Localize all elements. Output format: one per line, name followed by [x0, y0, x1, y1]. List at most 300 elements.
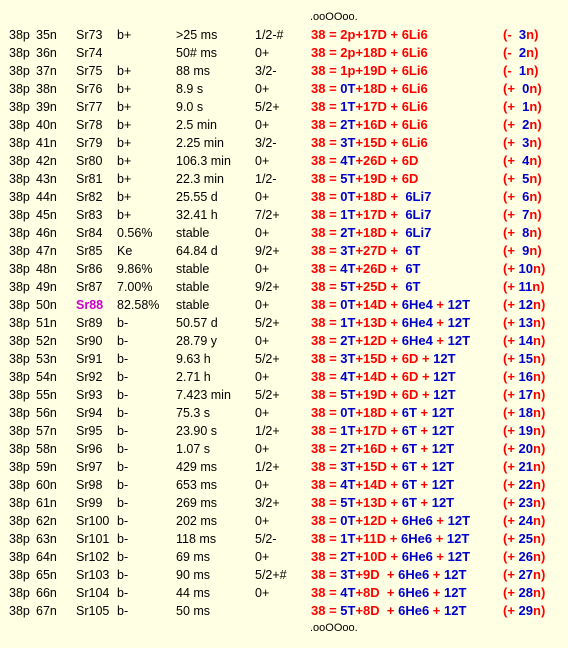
decay-mode: b- [117, 334, 129, 348]
cluster-equation-part: 3T [340, 351, 356, 366]
proton-count: 38p [9, 370, 30, 384]
cluster-equation-part: 38 = [311, 441, 341, 456]
half-life: 653 ms [176, 478, 217, 492]
cluster-equation [311, 134, 428, 152]
neutron-offset-part: (+ [503, 297, 519, 312]
isotope-name: Sr103 [76, 568, 110, 582]
cluster-equation [311, 332, 470, 350]
decay-mode: b+ [117, 208, 132, 222]
proton-count: 38p [9, 154, 30, 168]
cluster-equation-part: 3T [340, 567, 356, 582]
cluster-equation-part: +17D + [355, 207, 402, 222]
spin-parity: 1/2+ [255, 424, 280, 438]
neutron-offset-part: (+ [503, 81, 523, 96]
neutron-offset-part: 5 [522, 171, 530, 186]
cluster-equation-part: +14D + [355, 477, 402, 492]
isotope-rows [0, 26, 568, 620]
cluster-equation-part: 6T [401, 423, 417, 438]
isotope-name: Sr84 [76, 226, 103, 240]
cluster-equation-part: 12T [447, 549, 471, 564]
cluster-equation-part: 12T [433, 351, 456, 366]
cluster-equation-part: 38 = [311, 495, 341, 510]
spin-parity: 3/2- [255, 136, 277, 150]
spin-parity: 0+ [255, 226, 270, 240]
half-life: stable [176, 280, 210, 294]
cluster-equation-part: +9D + [355, 567, 399, 582]
neutron-offset-part: n) [529, 189, 542, 204]
cluster-equation-part: 5T [340, 495, 356, 510]
isotope-name: Sr80 [76, 154, 103, 168]
neutron-count: 50n [36, 298, 57, 312]
decay-mode: b- [117, 406, 129, 420]
decay-mode: b+ [117, 28, 132, 42]
neutron-offset-part: (+ [503, 531, 519, 546]
spin-parity: 0+ [255, 118, 270, 132]
neutron-offset-part: n) [529, 81, 542, 96]
isotope-name: Sr89 [76, 316, 103, 330]
neutron-offset-part: (+ [503, 225, 523, 240]
neutron-offset-part: 28 [518, 585, 534, 600]
half-life: 25.55 d [176, 190, 218, 204]
cluster-equation [311, 566, 466, 584]
half-life: 75.3 s [176, 406, 211, 420]
neutron-offset-part: (+ [503, 441, 519, 456]
cluster-equation-part: 5T [340, 387, 356, 402]
decay-mode: b+ [117, 172, 132, 186]
isotope-name: Sr101 [76, 532, 110, 546]
cluster-equation [311, 584, 466, 602]
cluster-equation-part: + [416, 495, 432, 510]
cluster-equation [311, 242, 421, 260]
cluster-equation-part: 2T [340, 117, 356, 132]
table-row [0, 62, 568, 80]
cluster-equation-part: 6T [401, 279, 421, 294]
neutron-offset-part: 15 [518, 351, 534, 366]
neutron-offset-part: n) [526, 63, 539, 78]
isotope-name: Sr77 [76, 100, 103, 114]
cluster-equation-part: 0T [340, 297, 356, 312]
cluster-equation [311, 440, 454, 458]
cluster-equation-part: 6T [401, 495, 417, 510]
cluster-equation-part: 6T [401, 441, 417, 456]
isotope-name: Sr81 [76, 172, 103, 186]
cluster-equation-part: 6He6 [401, 531, 433, 546]
cluster-equation-part: +15D + 6Li6 [355, 135, 428, 150]
proton-count: 38p [9, 334, 30, 348]
isotope-name: Sr93 [76, 388, 103, 402]
table-row [0, 188, 568, 206]
spin-parity: 5/2+ [255, 316, 280, 330]
cluster-equation-part: +25D + [355, 279, 402, 294]
cluster-equation-part: 12T [447, 315, 471, 330]
cluster-equation-part: 12T [447, 297, 471, 312]
cluster-equation-part: 12T [431, 477, 455, 492]
cluster-equation [311, 422, 454, 440]
proton-count: 38p [9, 568, 30, 582]
proton-count: 38p [9, 100, 30, 114]
proton-count: 38p [9, 406, 30, 420]
neutron-count: 66n [36, 586, 57, 600]
cluster-equation [311, 404, 454, 422]
neutron-offset [503, 224, 542, 242]
table-row [0, 314, 568, 332]
neutron-offset-part: n) [533, 333, 546, 348]
neutron-offset-part: 27 [518, 567, 534, 582]
table-row [0, 440, 568, 458]
cluster-equation-part: 12T [431, 459, 455, 474]
neutron-offset-part: n) [533, 315, 546, 330]
header-ornament: .ooOOoo. [310, 11, 358, 23]
cluster-equation-part: + [432, 333, 448, 348]
proton-count: 38p [9, 460, 30, 474]
cluster-equation-part: 38 = [311, 549, 341, 564]
neutron-offset [503, 440, 545, 458]
neutron-offset-part: n) [533, 477, 546, 492]
cluster-equation [311, 188, 431, 206]
cluster-equation-part: 6He6 [398, 567, 430, 582]
cluster-equation-part: 6He6 [401, 513, 433, 528]
neutron-count: 56n [36, 406, 57, 420]
half-life: 90 ms [176, 568, 211, 582]
neutron-offset-part: 13 [518, 315, 534, 330]
half-life: 23.90 s [176, 424, 218, 438]
half-life: 2.25 min [176, 136, 224, 150]
decay-mode: 82.58% [117, 298, 160, 312]
half-life: stable [176, 298, 210, 312]
decay-mode: b- [117, 514, 129, 528]
proton-count: 38p [9, 388, 30, 402]
cluster-equation-part: 38 = [311, 153, 341, 168]
table-row [0, 152, 568, 170]
cluster-equation-part: 3T [340, 243, 356, 258]
cluster-equation-part: +27D + [355, 243, 402, 258]
cluster-equation-part: +17D + [355, 423, 402, 438]
decay-mode: b+ [117, 118, 132, 132]
table-row [0, 332, 568, 350]
spin-parity: 0+ [255, 154, 270, 168]
proton-count: 38p [9, 46, 30, 60]
isotope-name: Sr85 [76, 244, 103, 258]
cluster-equation-part: 6He4 [401, 297, 433, 312]
cluster-equation-part: + [432, 297, 448, 312]
decay-mode: b- [117, 496, 129, 510]
cluster-equation [311, 314, 470, 332]
table-row [0, 44, 568, 62]
neutron-offset [503, 332, 545, 350]
cluster-equation-part: + [416, 405, 432, 420]
cluster-equation-part: 1T [340, 99, 356, 114]
cluster-equation [311, 98, 428, 116]
cluster-equation-part: 6T [401, 459, 417, 474]
cluster-equation-part: 38 = [311, 351, 341, 366]
cluster-equation-part: 38 = [311, 567, 341, 582]
isotope-name: Sr100 [76, 514, 110, 528]
spin-parity: 7/2+ [255, 208, 280, 222]
half-life: 50.57 d [176, 316, 218, 330]
neutron-offset-part: n) [533, 495, 546, 510]
table-row [0, 296, 568, 314]
neutron-offset-part: 0 [522, 81, 530, 96]
neutron-offset-part: n) [529, 117, 542, 132]
half-life: 7.423 min [176, 388, 231, 402]
neutron-count: 49n [36, 280, 57, 294]
neutron-count: 39n [36, 100, 57, 114]
neutron-count: 42n [36, 154, 57, 168]
decay-mode: 9.86% [117, 262, 153, 276]
isotope-name: Sr87 [76, 280, 103, 294]
cluster-equation-part: 38 = [311, 477, 341, 492]
neutron-offset-part: (+ [503, 387, 519, 402]
cluster-equation [311, 548, 470, 566]
cluster-equation-part: 2T [340, 549, 356, 564]
cluster-equation-part: 12T [447, 333, 471, 348]
neutron-count: 38n [36, 82, 57, 96]
neutron-count: 64n [36, 550, 57, 564]
table-row [0, 242, 568, 260]
cluster-equation-part: +8D + [355, 603, 399, 618]
table-row [0, 206, 568, 224]
isotope-name: Sr102 [76, 550, 110, 564]
spin-parity: 0+ [255, 586, 270, 600]
neutron-offset-part: (+ [503, 243, 523, 258]
table-row [0, 476, 568, 494]
cluster-equation-part: + [432, 315, 448, 330]
neutron-offset-part: (+ [503, 513, 519, 528]
neutron-offset [503, 404, 545, 422]
neutron-count: 44n [36, 190, 57, 204]
neutron-offset [503, 386, 545, 404]
decay-mode: b- [117, 388, 129, 402]
cluster-equation [311, 206, 431, 224]
decay-mode: b+ [117, 64, 132, 78]
cluster-equation-part: +18D + [355, 225, 402, 240]
neutron-offset-part: 11 [518, 279, 533, 294]
half-life: 28.79 y [176, 334, 218, 348]
cluster-equation-part: +19D + 6D + [355, 387, 434, 402]
decay-mode: b- [117, 568, 129, 582]
neutron-offset-part: n) [529, 207, 542, 222]
cluster-equation-part: 6He4 [401, 315, 433, 330]
neutron-offset [503, 314, 545, 332]
cluster-equation-part: 6Li7 [401, 207, 432, 222]
table-row [0, 602, 568, 620]
proton-count: 38p [9, 424, 30, 438]
neutron-offset-part: 8 [522, 225, 530, 240]
table-row [0, 350, 568, 368]
neutron-offset [503, 44, 538, 62]
neutron-offset [503, 422, 545, 440]
cluster-equation-part: 6He6 [401, 549, 433, 564]
cluster-equation-part: 12T [446, 531, 470, 546]
cluster-equation-part: 1T [340, 423, 356, 438]
neutron-offset-part: 29 [518, 603, 534, 618]
neutron-count: 65n [36, 568, 57, 582]
cluster-equation [311, 494, 454, 512]
neutron-offset [503, 530, 545, 548]
neutron-count: 57n [36, 424, 57, 438]
neutron-offset [503, 494, 545, 512]
table-row [0, 224, 568, 242]
cluster-equation-part: +15D + [355, 459, 402, 474]
cluster-equation-part: 38 = [311, 117, 341, 132]
table-row [0, 278, 568, 296]
decay-mode: b- [117, 550, 129, 564]
neutron-offset-part: 21 [518, 459, 534, 474]
cluster-equation-part: +8D + [355, 585, 399, 600]
neutron-count: 55n [36, 388, 57, 402]
proton-count: 38p [9, 550, 30, 564]
cluster-equation-part: +11D + [355, 531, 401, 546]
neutron-count: 46n [36, 226, 57, 240]
neutron-count: 53n [36, 352, 57, 366]
table-row [0, 386, 568, 404]
decay-mode: Ke [117, 244, 133, 258]
neutron-count: 36n [36, 46, 57, 60]
cluster-equation-part: 4T [340, 477, 356, 492]
proton-count: 38p [9, 478, 30, 492]
neutron-count: 63n [36, 532, 57, 546]
proton-count: 38p [9, 514, 30, 528]
cluster-equation [311, 116, 428, 134]
decay-mode: b+ [117, 154, 132, 168]
cluster-equation-part: 38 = [311, 603, 341, 618]
neutron-offset [503, 296, 545, 314]
neutron-offset [503, 584, 545, 602]
spin-parity: 0+ [255, 550, 270, 564]
half-life: 50 ms [176, 604, 211, 618]
spin-parity: 0+ [255, 370, 270, 384]
neutron-offset [503, 476, 545, 494]
neutron-count: 58n [36, 442, 57, 456]
neutron-count: 61n [36, 496, 57, 510]
neutron-offset-part: 19 [518, 423, 534, 438]
decay-mode: b- [117, 460, 129, 474]
cluster-equation-part: 6T [401, 243, 421, 258]
proton-count: 38p [9, 82, 30, 96]
spin-parity: 0+ [255, 298, 270, 312]
table-row [0, 98, 568, 116]
cluster-equation-part: +16D + 6Li6 [355, 117, 428, 132]
spin-parity: 0+ [255, 82, 270, 96]
decay-mode: b+ [117, 190, 132, 204]
cluster-equation-part: +18D + [355, 189, 402, 204]
half-life: 1.07 s [176, 442, 211, 456]
cluster-equation-part: 38 = [311, 261, 341, 276]
neutron-offset-part: (+ [503, 153, 523, 168]
isotope-name: Sr74 [76, 46, 103, 60]
neutron-offset-part: 22 [518, 477, 534, 492]
cluster-equation-part: 38 = [311, 333, 341, 348]
decay-mode: b+ [117, 100, 132, 114]
cluster-equation-part: 5T [340, 279, 356, 294]
cluster-equation-part: +14D + [355, 297, 402, 312]
neutron-offset [503, 134, 542, 152]
spin-parity: 0+ [255, 46, 270, 60]
cluster-equation-part: +14D + 6D + [355, 369, 434, 384]
isotope-name: Sr96 [76, 442, 103, 456]
neutron-count: 35n [36, 28, 57, 42]
cluster-equation-part: 38 = [311, 585, 341, 600]
neutron-offset [503, 98, 542, 116]
neutron-offset-part: (+ [503, 459, 519, 474]
spin-parity: 9/2+ [255, 280, 280, 294]
neutron-count: 59n [36, 460, 57, 474]
cluster-equation [311, 260, 421, 278]
neutron-offset-part: n) [533, 351, 546, 366]
spin-parity: 0+ [255, 334, 270, 348]
neutron-offset-part: n) [533, 567, 546, 582]
cluster-equation-part: +16D + [355, 441, 402, 456]
neutron-offset [503, 116, 542, 134]
neutron-offset-part: (+ [503, 333, 519, 348]
cluster-equation [311, 602, 466, 620]
neutron-offset-part: (+ [503, 477, 519, 492]
cluster-equation-part: 12T [444, 567, 467, 582]
proton-count: 38p [9, 442, 30, 456]
cluster-equation-part: 38 = [311, 459, 341, 474]
isotope-name: Sr82 [76, 190, 103, 204]
neutron-offset [503, 206, 542, 224]
decay-mode: b- [117, 316, 129, 330]
isotope-name: Sr88 [76, 298, 104, 312]
cluster-equation-part: +13D + [355, 315, 402, 330]
neutron-count: 40n [36, 118, 57, 132]
decay-mode: b- [117, 370, 129, 384]
cluster-equation-part: 12T [431, 405, 455, 420]
neutron-offset-part: n) [532, 279, 545, 294]
table-row [0, 80, 568, 98]
neutron-offset-part: n) [529, 135, 542, 150]
neutron-offset-part: 2 [522, 117, 530, 132]
isotope-name: Sr92 [76, 370, 103, 384]
proton-count: 38p [9, 226, 30, 240]
table-row [0, 26, 568, 44]
spin-parity: 0+ [255, 514, 270, 528]
neutron-offset-part: (- [503, 27, 519, 42]
cluster-equation [311, 350, 456, 368]
neutron-offset-part: n) [533, 297, 546, 312]
decay-mode: b- [117, 442, 129, 456]
neutron-count: 67n [36, 604, 57, 618]
isotope-name: Sr97 [76, 460, 103, 474]
cluster-equation-part: +26D + [355, 261, 402, 276]
neutron-offset-part: n) [533, 441, 546, 456]
neutron-count: 48n [36, 262, 57, 276]
neutron-offset-part: n) [533, 423, 546, 438]
decay-mode: b- [117, 352, 129, 366]
proton-count: 38p [9, 172, 30, 186]
cluster-equation-part: 12T [433, 387, 456, 402]
spin-parity: 3/2+ [255, 496, 280, 510]
neutron-offset-part: (- [503, 45, 519, 60]
neutron-offset-part: (+ [503, 189, 523, 204]
cluster-equation-part: +17D + 6Li6 [355, 99, 428, 114]
cluster-equation-part: 38 = [311, 513, 341, 528]
neutron-offset-part: 3 [518, 27, 527, 42]
proton-count: 38p [9, 586, 30, 600]
cluster-equation-part: 38 = [311, 279, 341, 294]
neutron-count: 60n [36, 478, 57, 492]
cluster-equation-part: 4T [340, 153, 356, 168]
neutron-offset [503, 602, 545, 620]
spin-parity: 1/2+ [255, 460, 280, 474]
neutron-offset-part: (+ [503, 603, 519, 618]
table-row [0, 512, 568, 530]
cluster-equation-part: 38 = [311, 171, 341, 186]
cluster-equation-part: 2T [340, 441, 356, 456]
cluster-equation-part: 0T [340, 81, 356, 96]
isotope-name: Sr91 [76, 352, 103, 366]
